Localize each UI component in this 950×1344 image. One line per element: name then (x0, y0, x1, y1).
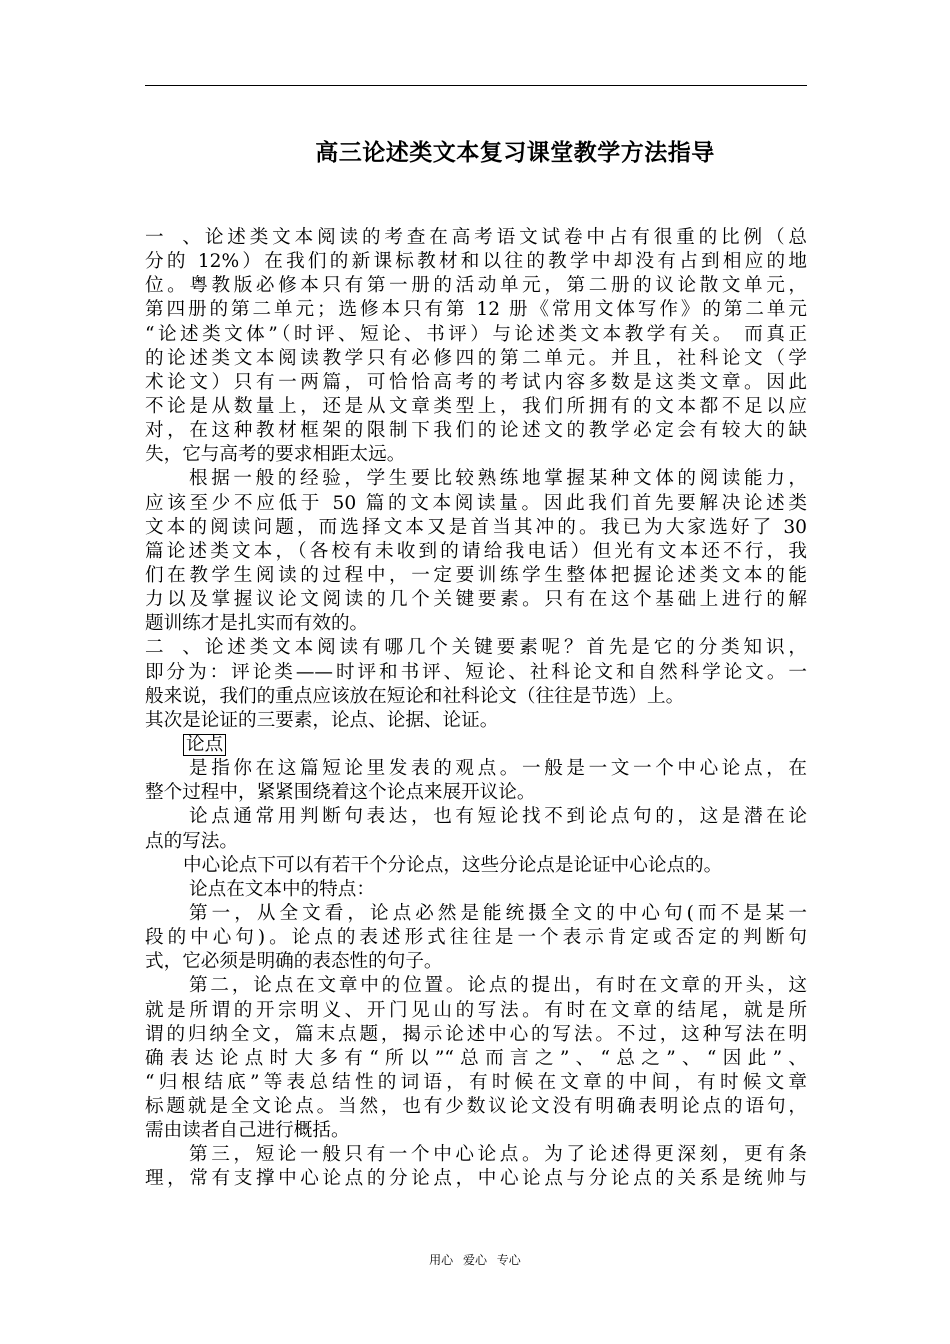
p2-line-0: 根据一般的经验，学生要比较熟练地掌握某种文体的阅读能力， (189, 468, 807, 490)
p4-line-1: 整个过程中，紧紧围绕着这个论点来展开议论。 (145, 782, 536, 804)
p2-line-4: 们在教学生阅读的过程中，一定要训练学生整体把握论述类文本的能 (145, 564, 807, 586)
p5-line-1: 点的写法。 (145, 830, 238, 852)
p2-line-5: 力以及掌握议论文阅读的几个关键要素。只有在这个基础上进行的解 (145, 589, 807, 611)
p5-line-0: 论点通常用判断句表达，也有短论找不到论点句的，这是潜在论 (189, 806, 807, 828)
p9-line-1: 就是所谓的开宗明义、开门见山的写法。有时在文章的结尾，就是所 (145, 999, 807, 1021)
p4-line-0: 是指你在这篇短论里发表的观点。一般是一文一个中心论点，在 (189, 758, 807, 780)
p3-line-0: 二、论述类文本阅读有哪几个关键要素呢？首先是它的分类知识， (145, 636, 807, 660)
p9-line-3: 确表达论点时大多有“所以”“总而言之”、“总之”、“因此”、 (145, 1047, 807, 1069)
p8-line-1: 段的中心句)。论点的表述形式往往是一个表示肯定或否定的判断句 (145, 927, 807, 949)
p1-line-4: “论述类文体”（时评、短论、书评）与论述类文本教学有关。 而真正 (145, 323, 807, 345)
p8-line-2: 式，它必须是明确的表态性的句子。 (145, 951, 443, 973)
p9-line-2: 谓的归纳全文，篇末点题，揭示论述中心的写法。不过，这种写法在明 (145, 1023, 807, 1045)
p10-line-0: 第三，短论一般只有一个中心论点。为了论述得更深刻，更有条 (189, 1144, 807, 1166)
p1-line-5: 的论述类文本阅读教学只有必修四的第二单元。并且，社科论文（学 (145, 347, 807, 369)
p8-line-0: 第一，从全文看，论点必然是能统摄全文的中心句(而不是某一 (189, 902, 807, 924)
p1-line-2: 位。粤教版必修本只有第一册的活动单元，第二册的议论散文单元， (145, 275, 807, 297)
document-body (145, 226, 807, 1192)
p7-line-0: 论点在文本中的特点： (189, 878, 375, 900)
p1-line-1: 分的 12%）在我们的新课标教材和以往的教学中却没有占到相应的地 (145, 251, 807, 273)
p2-line-3: 篇论述类文本，（各校有未收到的请给我电话）但光有文本还不行，我 (145, 540, 807, 562)
p6-line-0: 中心论点下可以有若干个分论点，这些分论点是论证中心论点的。 (183, 854, 723, 876)
p1-line-0: 一、论述类文本阅读的考查在高考语文试卷中占有很重的比例（总 (145, 226, 807, 250)
boxed-heading-line (145, 733, 807, 757)
p2-line-1: 应该至少不应低于 50 篇的文本阅读量。因此我们首先要解决论述类 (145, 492, 807, 514)
p10-line-1: 理，常有支撑中心论点的分论点，中心论点与分论点的关系是统帅与 (145, 1168, 807, 1190)
p2-line-2: 文本的阅读问题，而选择文本又是首当其冲的。我已为大家选好了 30 (145, 516, 807, 538)
p3-line-2: 般来说，我们的重点应该放在短论和社科论文（往往是节选）上。 (145, 685, 685, 707)
page-title: 高三论述类文本复习课堂教学方法指导 (315, 139, 715, 166)
section-marker-1: 一、 (145, 227, 201, 248)
page-footer: 用心 爱心 专心 (429, 1253, 521, 1267)
p1-line-9: 失，它与高考的要求相距太远。 (145, 444, 406, 466)
p3-line-1: 即分为：评论类——时评和书评、短论、社科论文和自然科学论文。一 (145, 661, 807, 683)
boxed-heading: 论点 (183, 734, 226, 756)
p9-line-5: 标题就是全文论点。当然，也有少数议论文没有明确表明论点的语句， (145, 1096, 807, 1118)
p9-line-6: 需由读者自己进行概括。 (145, 1120, 350, 1142)
header-rule (145, 85, 807, 86)
p1-line-8: 对，在这种教材框架的限制下我们的论述文的教学必定会有较大的缺 (145, 420, 807, 442)
p2-line-6: 题训练才是扎实而有效的。 (145, 613, 369, 635)
p1-line-7: 不论是从数量上，还是从文章类型上，我们所拥有的文本都不足以应 (145, 395, 807, 417)
p3-line-3: 其次是论证的三要素，论点、论据、论证。 (145, 709, 499, 731)
p1-line-3: 第四册的第二单元；选修本只有第 12 册《常用文体写作》的第二单元 (145, 299, 807, 321)
p9-line-0: 第二，论点在文章中的位置。论点的提出，有时在文章的开头，这 (189, 975, 807, 997)
p9-line-4: “归根结底”等表总结性的词语，有时候在文章的中间，有时候文章 (145, 1071, 807, 1093)
section-marker-2: 二、 (145, 637, 201, 659)
p1-line-6: 术论文）只有一两篇，可恰恰高考的考试内容多数是这类文章。因此 (145, 371, 807, 393)
